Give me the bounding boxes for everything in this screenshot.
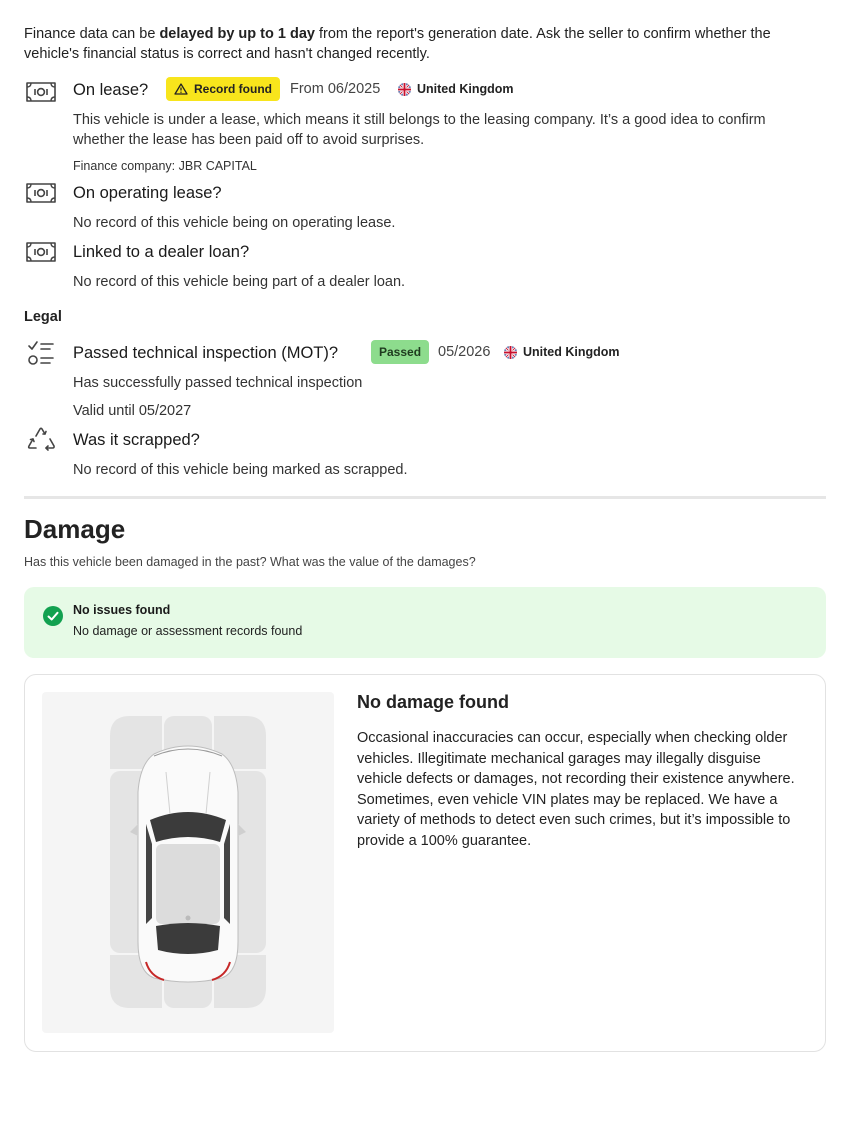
uk-flag-icon xyxy=(398,83,411,96)
disclaimer-prefix: Finance data can be xyxy=(24,26,160,42)
car-diagram xyxy=(42,692,334,1033)
uk-flag-icon xyxy=(504,346,517,359)
disclaimer-suffix: from the report's generation date. Ask the seller to confirm whether the vehicle's financial status is correct and hasn't changed recently. xyxy=(24,26,771,62)
damage-card xyxy=(24,674,826,1052)
scrapped-description: No record of this vehicle being marked as scrapped. xyxy=(73,462,408,478)
money-icon xyxy=(24,179,58,207)
passed-badge: Passed xyxy=(371,340,429,364)
finance-disclaimer xyxy=(24,24,814,64)
recycle-icon xyxy=(24,426,58,454)
damage-heading: Damage xyxy=(24,514,126,544)
disclaimer-bold: delayed by up to 1 day xyxy=(159,26,315,42)
record-found-badge xyxy=(166,77,280,101)
dealer-loan-title: Linked to a dealer loan? xyxy=(73,243,250,261)
finance-company: Finance company: JBR CAPITAL xyxy=(73,159,257,173)
country-label: United Kingdom xyxy=(523,345,620,359)
no-issues-title: No issues found xyxy=(73,603,171,617)
checklist-icon xyxy=(24,339,58,367)
warning-icon xyxy=(174,83,188,95)
car-top-view-icon xyxy=(42,692,334,1033)
operating-lease-description: No record of this vehicle being on operating lease. xyxy=(73,215,396,231)
operating-lease-title: On operating lease? xyxy=(73,184,222,202)
scrapped-title: Was it scrapped? xyxy=(73,431,200,449)
mot-description: Has successfully passed technical inspection xyxy=(73,375,363,391)
mot-country xyxy=(504,345,620,359)
no-damage-title: No damage found xyxy=(357,692,509,712)
legal-section-label: Legal xyxy=(24,309,62,325)
dealer-loan-description: No record of this vehicle being part of a dealer loan. xyxy=(73,274,406,290)
mot-title: Passed technical inspection (MOT)? xyxy=(73,344,339,362)
lease-country xyxy=(398,82,514,96)
section-divider xyxy=(24,496,826,499)
badge-label: Record found xyxy=(194,82,272,96)
no-damage-text: Occasional inaccuracies can occur, especially when checking older vehicles. Illegitimate mechanical garages may illegally disguise vehicle defects or damages, not recording their existence anywhere. Sometimes, even vehicle VIN plates may be replaced. We have a variety of methods to detect even such crimes, but it’s impossible to provide a 100% guarantee. xyxy=(357,730,795,849)
check-circle-icon xyxy=(42,605,64,627)
damage-subheading: Has this vehicle been damaged in the past? What was the value of the damages? xyxy=(24,555,476,569)
money-icon xyxy=(24,78,58,106)
lease-description: This vehicle is under a lease, which means it still belongs to the leasing company. It’s a good idea to confirm whether the lease has been paid off to avoid surprises. xyxy=(73,112,766,148)
mot-valid-until: Valid until 05/2027 xyxy=(73,403,192,419)
country-label: United Kingdom xyxy=(417,82,514,96)
lease-date: From 06/2025 xyxy=(290,81,381,97)
lease-title: On lease? xyxy=(73,81,149,99)
no-issues-banner xyxy=(24,587,826,658)
mot-date: 05/2026 xyxy=(438,344,491,360)
money-icon xyxy=(24,238,58,266)
no-issues-text: No damage or assessment records found xyxy=(73,624,303,638)
